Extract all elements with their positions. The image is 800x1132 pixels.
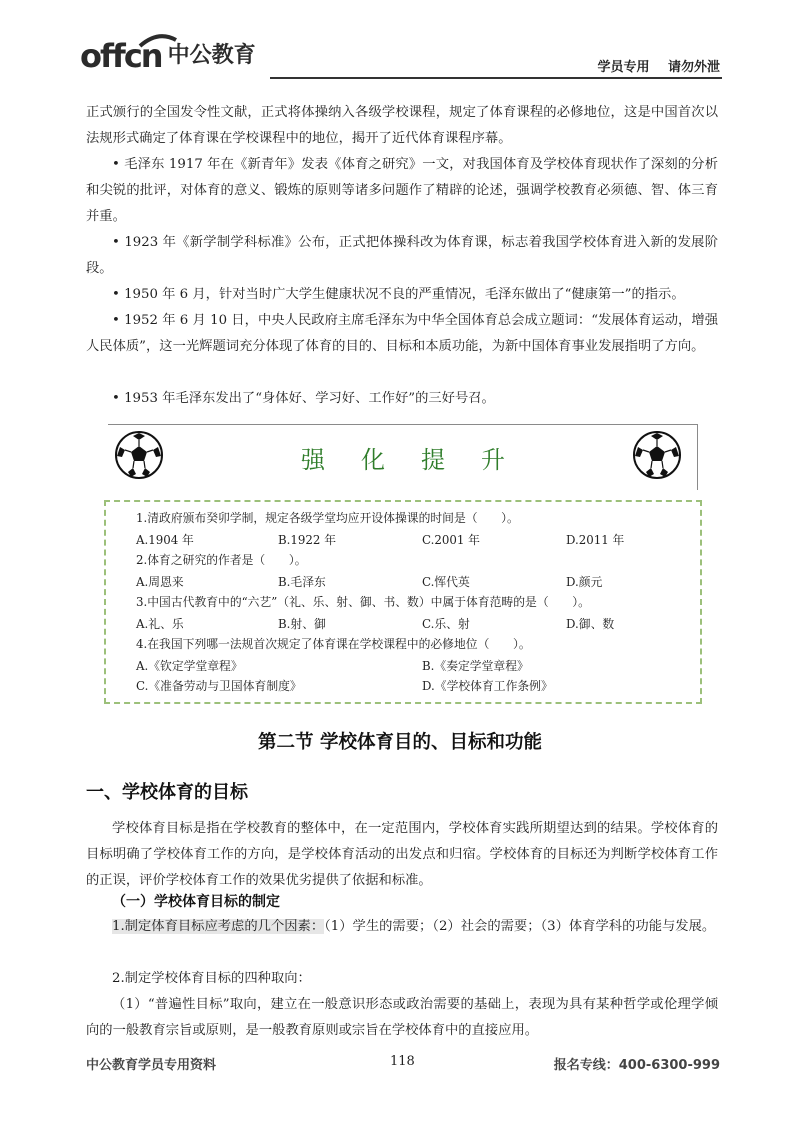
heading-objectives: 一、学校体育的目标 [86, 782, 248, 803]
quiz-question-2: 2.体育之研究的作者是（ ）。 [136, 553, 307, 567]
reinforcement-banner [108, 424, 698, 490]
quiz-option: B.射、御 [278, 617, 326, 631]
logo-swoosh-icon [138, 34, 178, 48]
practice-quiz-box [104, 500, 702, 704]
quiz-option: C.《准备劳动与卫国体育制度》 [136, 679, 302, 693]
subheading-formulation: （一）学校体育目标的制定 [112, 894, 280, 910]
quiz-option: B.毛泽东 [278, 575, 326, 589]
bullet-1917: • 毛泽东 1917 年在《新青年》发表《体育之研究》一文，对我国体育及学校体育现状作了深刻的分析和尖锐的批评，对体育的意义、锻炼的原则等诸多问题作了精辟的论述，强调学校教育必须德、智、体三育并重。 [86, 157, 718, 224]
quiz-option: A.1904 年 [136, 533, 194, 547]
page-header [80, 36, 722, 80]
quiz-question-4: 4.在我国下列哪一法规首次规定了体育课在学校课程中的必修地位（ ）。 [136, 637, 531, 651]
quiz-question-1: 1.清政府颁布癸卯学制，规定各级学堂均应开设体操课的时间是（ ）。 [136, 511, 519, 525]
quiz-option: C.乐、射 [422, 617, 470, 631]
header-divider [270, 77, 722, 79]
quiz-option: A.周恩来 [136, 575, 184, 589]
orientation-1: （1）“普遍性目标”取向，建立在一般意识形态或政治需要的基础上，表现为具有某种哲学或伦理学倾向的一般教育宗旨或原则，是一般教育原则或宗旨在学校体育中的直接应用。 [86, 997, 718, 1038]
highlighted-phrase: 1.制定体育目标应考虑的几个因素： [112, 919, 325, 934]
quiz-option: A.《钦定学堂章程》 [136, 659, 243, 673]
quiz-option: D.《学校体育工作条例》 [422, 679, 553, 693]
banner-top-line [108, 424, 698, 425]
section-title: 第二节 学校体育目的、目标和功能 [258, 732, 542, 753]
quiz-option: D.御、数 [566, 617, 615, 631]
bullet-1953: • 1953 年毛泽东发出了“身体好、学习好、工作好”的三好号召。 [112, 391, 495, 406]
objectives-intro: 学校体育目标是指在学校教育的整体中，在一定范围内，学校体育实践所期望达到的结果。学校体育的目标明确了学校体育工作的方向，是学校体育活动的出发点和归宿。学校体育的目标还为判断学校体育工作的正误，评价学校体育工作的效果优劣提供了依据和标准。 [86, 821, 718, 888]
footer-hotline: 报名专线：400-6300-999 [553, 1058, 720, 1073]
quiz-option: A.礼、乐 [136, 617, 184, 631]
quiz-option: B.1922 年 [278, 533, 336, 547]
quiz-question-3: 3.中国古代教育中的“六艺”（礼、乐、射、御、书、数）中属于体育范畴的是（ ）。 [136, 595, 590, 609]
footer-material-label: 中公教育学员专用资料 [86, 1058, 217, 1073]
paragraph-continuation: 正式颁行的全国发令性文献，正式将体操纳入各级学校课程，规定了体育课程的必修地位，这是中国首次以法规形式确定了体育课在学校课程中的地位，揭开了近代体育课程序幕。 [86, 105, 718, 146]
banner-title: 强化提升 [301, 446, 541, 474]
page-footer [86, 1054, 720, 1076]
formulation-factors [86, 914, 718, 940]
bullet-1952: • 1952 年 6 月 10 日，中央人民政府主席毛泽东为中华全国体育总会成立题词：“发展体育运动，增强人民体质”，这一光辉题词充分体现了体育的目的、目标和本质功能，为新中国体育事业发展指明了方向。 [86, 313, 718, 354]
bullet-1923: • 1923 年《新学制学科标准》公布，正式把体操科改为体育课，标志着我国学校体育进入新的发展阶段。 [86, 235, 718, 276]
bullet-1950: • 1950 年 6 月，针对当时广大学生健康状况不良的严重情况，毛泽东做出了“健康第一”的指示。 [112, 287, 685, 302]
quiz-option: D.颜元 [566, 575, 603, 589]
header-tag-members: 学员专用 [597, 60, 650, 75]
orientations-intro: 2.制定学校体育目标的四种取向： [112, 971, 311, 986]
brand-name: 中公教育 [167, 43, 256, 68]
factors-list: （1）学生的需要；（2）社会的需要；（3）体育学科的功能与发展。 [324, 919, 716, 934]
logo-text: offcn [80, 37, 162, 75]
quiz-option: C.恽代英 [422, 575, 470, 589]
quiz-option: C.2001 年 [422, 533, 480, 547]
page-number: 118 [390, 1054, 415, 1069]
soccer-ball-icon [632, 430, 682, 480]
header-tags [597, 56, 720, 75]
quiz-option: D.2011 年 [566, 533, 625, 547]
quiz-option: B.《奏定学堂章程》 [422, 659, 529, 673]
header-tag-confidential: 请勿外泄 [667, 60, 720, 75]
